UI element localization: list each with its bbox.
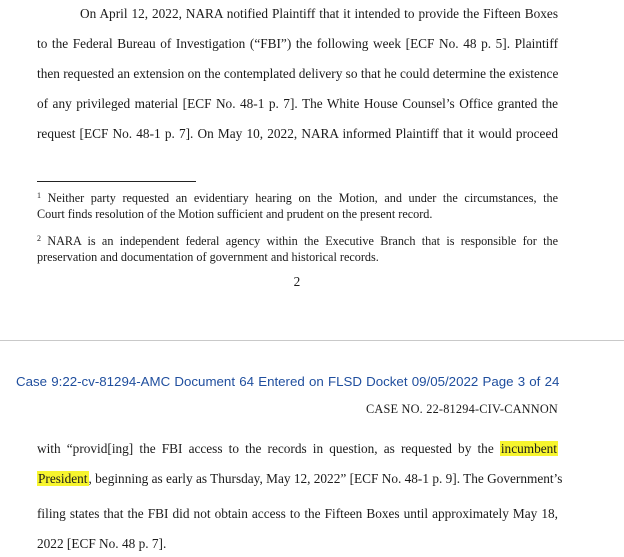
footnote-separator [37,181,196,182]
page3-line-2-text: , beginning as early as Thursday, May 12, 2022” [ECF No. 48-1 p. 9]. The Government’s [88,471,563,486]
footnote-1-line-2: Court finds resolution of the Motion sufficient and prudent on the present record. [37,206,433,221]
highlighted-word-president: President [38,471,88,486]
page3-line-4: 2022 [ECF No. 48 p. 7]. [37,536,167,551]
footnote-2-marker: 2 [37,234,41,243]
page-number: 2 [293,274,301,289]
footnote-2-line-1: NARA is an independent federal agency within the Executive Branch that is responsible for the [47,234,558,248]
footnote-1-line-1: Neither party requested an evidentiary hearing on the Motion, and under the circumstances, the [47,191,559,205]
case-number: CASE NO. 22-81294-CIV-CANNON [366,402,558,416]
footnote-2 [37,234,558,265]
page3-line-3: filing states that the FBI did not obtain access to the Fifteen Boxes until approximately May 18, [37,506,558,521]
body-line-3: then requested an extension on the contemplated delivery so that he could determine the existence [37,66,559,81]
body-line-4: of any privileged material [ECF No. 48-1 p. 7]. The White House Counsel’s Office granted the [37,96,558,111]
body-line-5: request [ECF No. 48-1 p. 7]. On May 10, 2022, NARA informed Plaintiff that it would proceed [37,126,558,141]
footnote-1-marker: 1 [37,191,41,200]
highlighted-word-incumbent: incumbent [500,441,557,456]
page3-line-1 [37,441,558,457]
body-line-1: On April 12, 2022, NARA notified Plaintiff that it intended to provide the Fifteen Boxes [80,6,558,21]
footnote-1 [37,191,558,222]
page3-line-1-text: with “provid[ing] the FBI access to the records in question, as requested by the [37,441,500,456]
body-line-2: to the Federal Bureau of Investigation (“FBI”) the following week [ECF No. 48 p. 5]. Plaintiff [37,36,558,51]
page3-line-2 [37,471,563,487]
footnote-2-line-2: preservation and documentation of government and historical records. [37,249,379,264]
ecf-filing-header: Case 9:22-cv-81294-AMC Document 64 Entered on FLSD Docket 09/05/2022 Page 3 of 24 [16,374,560,389]
page-break-divider [0,340,624,341]
